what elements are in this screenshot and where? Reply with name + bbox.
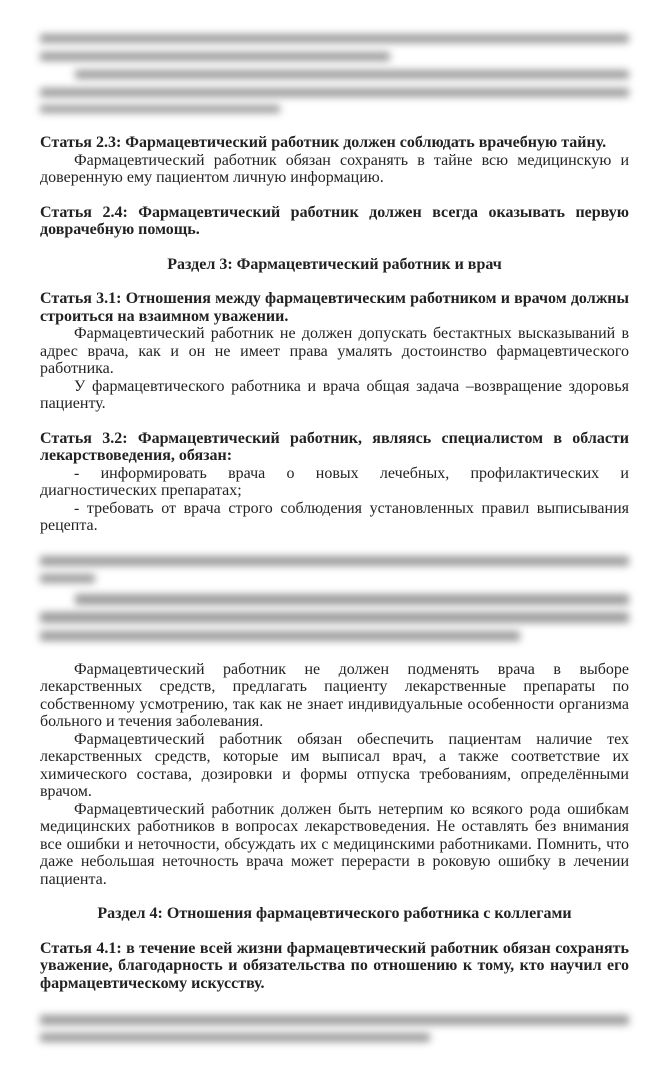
blurred-line: [40, 574, 95, 583]
section-3-title: Раздел 3: Фармацевтический работник и врач: [167, 255, 502, 273]
paragraph: У фармацевтического работника и врача общая задача –возвращение здоровья пациенту.: [40, 377, 629, 412]
section-4-title: Раздел 4: Отношения фармацевтического работника с коллегами: [97, 905, 572, 922]
article-heading: Статья 3.1: Отношения между фармацевтическим работником и врачом должны строиться на взаимном уважении.: [40, 290, 629, 325]
paragraph: Фармацевтический работник не должен допускать бестактных высказываний в адрес врача, как и он не имеет права умалять достоинство фармацевтического работника.: [40, 325, 629, 377]
list-item: - информировать врача о новых лечебных, профилактических и диагностических препаратах;: [40, 464, 629, 499]
blurred-text-middle: [40, 552, 629, 644]
blurred-line: [40, 1015, 629, 1025]
paragraph: Фармацевтический работник должен быть нетерпим ко всякого рода ошибкам медицинских работников в вопросах лекарствоведения. Не оставлять без внимания все ошибки и неточности, обсуждать их с медицинскими работниками. Помнить, что даже небольшая неточность врача может перерасти в роковую ошибку в лечении пациента.: [40, 800, 629, 888]
list-item: - требовать от врача строго соблюдения установленных правил выписывания рецепта.: [40, 499, 629, 534]
paragraph: Фармацевтический работник не должен подменять врача в выборе лекарственных средств, предлагать пациенту лекарственные препараты по собственному усмотрению, так как не знает индивидуальные особенности организма больного и течения заболевания.: [40, 660, 629, 730]
article-heading: Статья 3.2: Фармацевтический работник, являясь специалистом в области лекарствоведения, обязан:: [40, 429, 629, 464]
paragraph: Фармацевтический работник обязан обеспечить пациентам наличие тех лекарственных средств, которые им выписал врач, а также соответствие их химического состава, дозировки и формы отпуска требованиям, определёнными врачом.: [40, 730, 629, 800]
article-3-1: [40, 290, 629, 413]
blurred-line: [75, 594, 629, 605]
blurred-line: [40, 1033, 430, 1042]
article-2-3: [40, 134, 629, 187]
blurred-line: [40, 612, 629, 623]
article-3-2: [40, 430, 629, 535]
middle-paragraphs: [40, 661, 629, 889]
blurred-line: [40, 556, 629, 566]
article-4-1-heading: Статья 4.1: в течение всей жизни фармацевтический работник обязан сохранять уважение, благодарность и обязательства по отношению к тому, кто научил его фармацевтическому искусству.: [40, 939, 629, 992]
blurred-text-bottom: [40, 1009, 629, 1043]
paragraph: Фармацевтический работник обязан сохранять в тайне всю медицинскую и доверенную ему пациентом личную информацию.: [40, 151, 629, 186]
article-2-4-heading: Статья 2.4: Фармацевтический работник должен всегда оказывать первую доврачебную помощь.: [40, 203, 629, 238]
article-heading: Статья 2.3: Фармацевтический работник должен соблюдать врачебную тайну.: [40, 134, 607, 151]
blurred-line: [40, 631, 520, 641]
